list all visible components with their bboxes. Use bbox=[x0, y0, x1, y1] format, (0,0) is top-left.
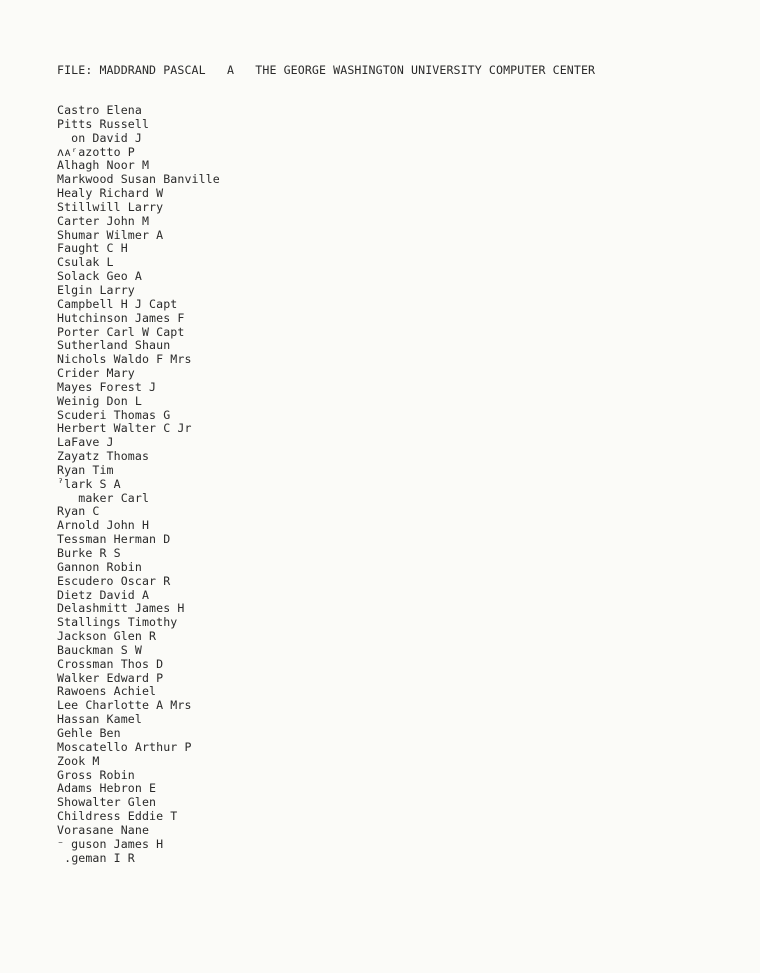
name-entry: Ryan C bbox=[57, 504, 100, 519]
name-entry: Nichols Waldo F Mrs bbox=[57, 352, 192, 367]
name-entry: Carter John M bbox=[57, 213, 150, 228]
name-entry: Scuderi Thomas G bbox=[57, 407, 171, 422]
name-entry: Walker Edward P bbox=[57, 670, 164, 685]
name-entry: Crossman Thos D bbox=[57, 656, 164, 671]
name-list bbox=[57, 104, 220, 865]
name-entry: Childress Eddie T bbox=[57, 809, 178, 824]
name-entry: Bauckman S W bbox=[57, 642, 142, 657]
name-entry: Healy Richard W bbox=[57, 186, 164, 201]
name-entry: Zook M bbox=[57, 753, 100, 768]
name-entry: Pitts Russell bbox=[57, 116, 150, 131]
name-entry: maker Carl bbox=[57, 490, 150, 505]
name-entry: Solack Geo A bbox=[57, 269, 142, 284]
name-entry: LaFave J bbox=[57, 435, 114, 450]
name-entry: Crider Mary bbox=[57, 366, 135, 381]
name-entry: Showalter Glen bbox=[57, 795, 157, 810]
name-entry: Gannon Robin bbox=[57, 559, 142, 574]
name-entry: Elgin Larry bbox=[57, 282, 135, 297]
name-entry: Vorasane Nane bbox=[57, 822, 150, 837]
name-entry: Faught C H bbox=[57, 241, 128, 256]
name-entry: Ryan Tim bbox=[57, 462, 114, 477]
name-entry: Tessman Herman D bbox=[57, 532, 171, 547]
name-entry: Campbell H J Capt bbox=[57, 296, 178, 311]
name-entry: .ɡeman I R bbox=[57, 850, 135, 865]
name-entry: Gross Robin bbox=[57, 767, 135, 782]
name-entry: Porter Carl W Capt bbox=[57, 324, 185, 339]
name-entry: ⁻ guson James H bbox=[57, 836, 164, 851]
name-entry: Gehle Ben bbox=[57, 725, 121, 740]
name-entry: Shumar Wilmer A bbox=[57, 227, 164, 242]
name-entry: Csulak L bbox=[57, 255, 114, 270]
name-entry: Sutherland Shaun bbox=[57, 338, 171, 353]
name-entry: ˀlark S A bbox=[57, 476, 121, 491]
name-entry: Adams Hebron E bbox=[57, 781, 157, 796]
name-entry: Arnold John H bbox=[57, 518, 150, 533]
name-entry: Weinig Don L bbox=[57, 393, 142, 408]
name-entry: Rawoens Achiel bbox=[57, 684, 157, 699]
name-entry: Mayes Forest J bbox=[57, 379, 157, 394]
name-entry: Herbert Walter C Jr bbox=[57, 421, 192, 436]
name-entry: Jackson Glen R bbox=[57, 629, 157, 644]
name-entry: Moscatello Arthur P bbox=[57, 739, 192, 754]
name-entry: Delashmitt James H bbox=[57, 601, 185, 616]
name-entry: Markwood Susan Banville bbox=[57, 172, 220, 187]
name-entry: Hassan Kamel bbox=[57, 712, 142, 727]
file-label: FILE: MADDRAND PASCAL bbox=[57, 63, 206, 77]
name-entry: Dietz David A bbox=[57, 587, 150, 602]
name-entry: Castro Elena bbox=[57, 103, 142, 117]
name-entry: Stillwill Larry bbox=[57, 199, 164, 214]
name-entry: on David J bbox=[57, 130, 142, 145]
name-entry: Stallings Timothy bbox=[57, 615, 178, 630]
name-entry: Burke R S bbox=[57, 546, 121, 560]
page-header bbox=[57, 63, 595, 77]
name-entry: Lee Charlotte A Mrs bbox=[57, 698, 192, 713]
name-entry: Hutchinson James F bbox=[57, 310, 185, 325]
computer-center-title: THE GEORGE WASHINGTON UNIVERSITY COMPUTER CENTER bbox=[255, 63, 596, 77]
name-entry: ʌᴀʳazotto P bbox=[57, 144, 135, 159]
name-entry: Alhagh Noor M bbox=[57, 158, 150, 173]
section-letter: A bbox=[226, 63, 235, 77]
name-entry: Escudero Oscar R bbox=[57, 573, 171, 588]
name-entry: Zayatz Thomas bbox=[57, 449, 150, 464]
